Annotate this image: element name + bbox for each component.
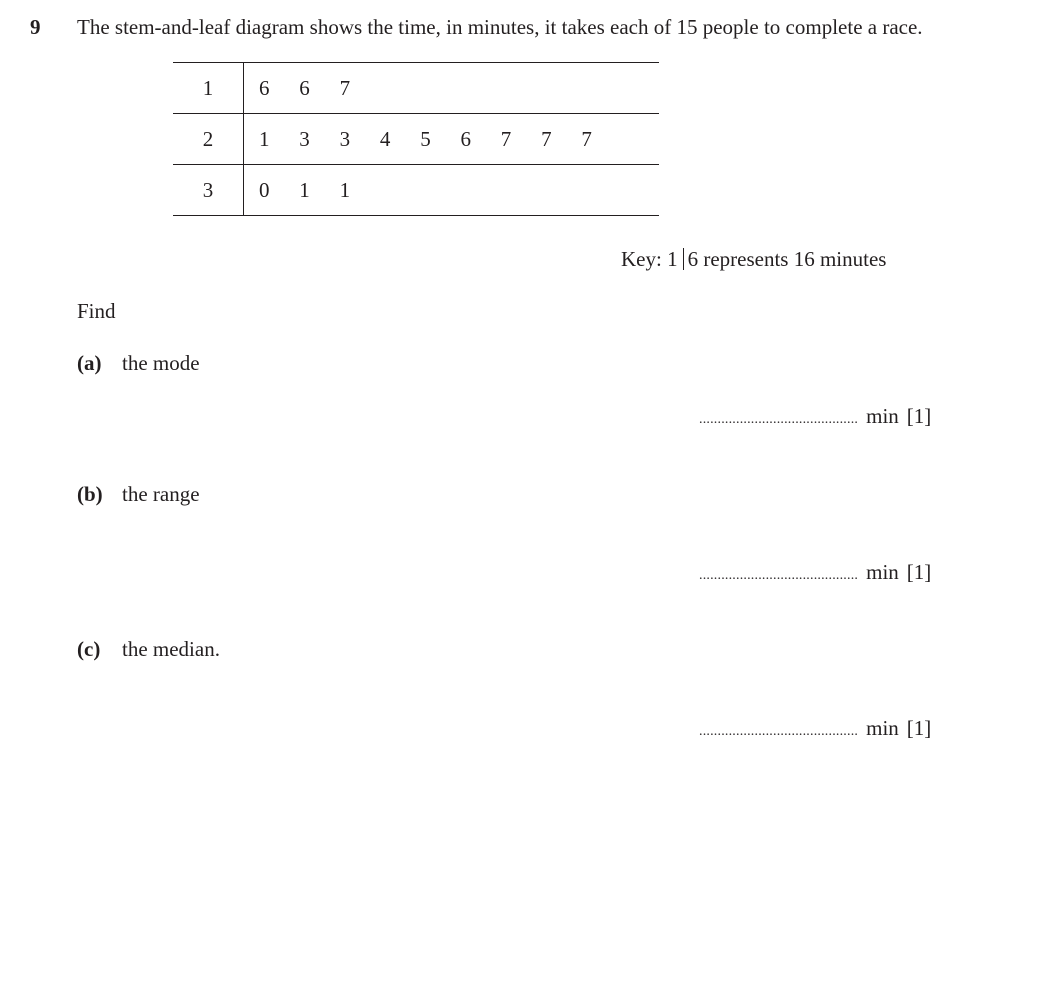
question-number: 9 — [30, 15, 41, 39]
part-label: (a) — [77, 351, 102, 375]
leaf-value: 3 — [299, 127, 310, 151]
leaf-list — [255, 114, 618, 164]
stem-leaf-diagram — [173, 62, 659, 216]
key-divider — [683, 248, 684, 270]
key-stem: 1 — [667, 247, 678, 271]
mark-allocation: [1] — [906, 716, 932, 740]
stem-value: 2 — [173, 114, 244, 164]
leaf-value: 1 — [259, 127, 270, 151]
key-prefix: Key: — [621, 247, 662, 271]
leaf-value: 7 — [339, 76, 351, 100]
answer-line-c[interactable] — [699, 716, 931, 741]
find-instruction: Find — [77, 299, 116, 323]
part-label: (c) — [77, 637, 101, 661]
part-label: (b) — [77, 482, 103, 506]
leaf-value: 7 — [581, 127, 592, 151]
leaf-value: 7 — [541, 127, 552, 151]
key-suffix: represents 16 minutes — [703, 247, 887, 271]
leaf-list — [255, 63, 376, 113]
leaf-value: 6 — [460, 127, 471, 151]
part-text: the mode — [122, 351, 200, 375]
leaf-value: 5 — [420, 127, 431, 151]
stem-leaf-row — [173, 63, 659, 114]
leaf-value: 6 — [259, 76, 270, 100]
leaf-value: 7 — [500, 127, 512, 151]
leaf-value: 1 — [339, 178, 351, 202]
part-b — [77, 482, 200, 507]
leaf-value: 3 — [339, 127, 351, 151]
answer-unit: min — [866, 716, 899, 740]
diagram-key — [621, 247, 886, 272]
leaf-value: 1 — [299, 178, 310, 202]
leaf-value: 4 — [379, 127, 391, 151]
answer-unit: min — [866, 404, 899, 428]
question-intro: The stem-and-leaf diagram shows the time, in minutes, it takes each of 15 people to complete a race. — [77, 15, 923, 39]
leaf-list — [255, 165, 376, 215]
answer-dots[interactable]: ........................................... — [699, 568, 859, 583]
mark-allocation: [1] — [906, 404, 932, 428]
part-text: the range — [122, 482, 200, 506]
leaf-value: 0 — [259, 178, 270, 202]
part-c — [77, 637, 220, 662]
stem-value: 3 — [173, 165, 244, 215]
stem-value: 1 — [173, 63, 244, 113]
answer-line-b[interactable] — [699, 560, 931, 585]
leaf-value: 6 — [299, 76, 310, 100]
part-text: the median. — [122, 637, 220, 661]
answer-dots[interactable]: ........................................... — [699, 412, 859, 427]
key-leaf: 6 — [687, 247, 699, 271]
answer-dots[interactable]: ........................................... — [699, 724, 859, 739]
answer-line-a[interactable] — [699, 404, 931, 429]
mark-allocation: [1] — [906, 560, 932, 584]
stem-leaf-row — [173, 114, 659, 165]
answer-unit: min — [866, 560, 899, 584]
stem-leaf-row — [173, 165, 659, 216]
part-a — [77, 351, 200, 376]
